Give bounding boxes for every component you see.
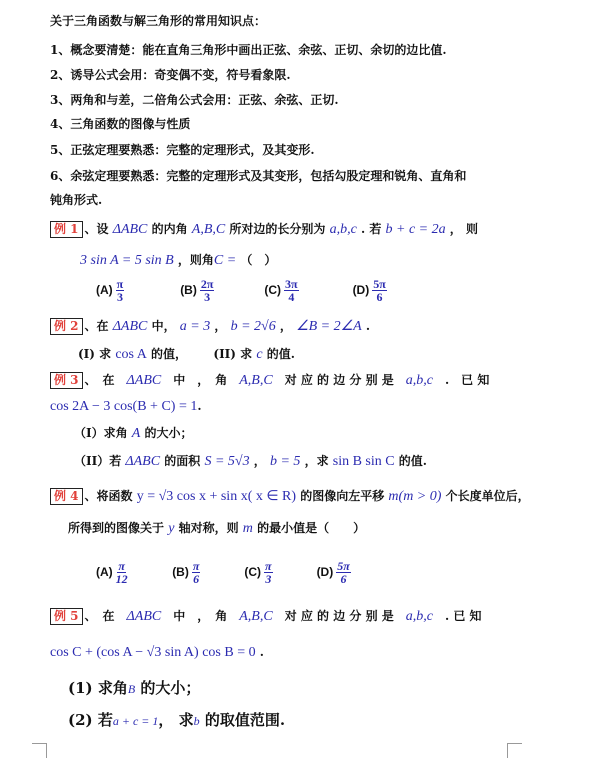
math-c: C =	[213, 253, 237, 268]
math-equation: cos 2A − 3 cos(B + C) = 1	[50, 399, 198, 414]
fraction	[284, 278, 299, 303]
math-b: b = 2√6	[230, 319, 276, 334]
text: 中 ， 角	[161, 609, 240, 623]
math-cosA: cos A	[115, 347, 147, 362]
math-a: a = 3	[179, 319, 211, 334]
math-triangle: ΔABC	[112, 319, 148, 334]
math-angles: A,B,C	[191, 222, 226, 237]
math-angles: A,B,C	[239, 373, 273, 388]
text: 对 应 的 边 分 别 是	[272, 373, 406, 387]
example-3-line-2	[50, 398, 202, 415]
option-key: (C)	[244, 565, 262, 579]
text: ，则角	[173, 253, 214, 267]
example-5-label: 例 5	[50, 608, 83, 625]
fraction	[372, 278, 387, 303]
text: 的最小值是（ ）	[252, 521, 366, 535]
text: (1) 求角	[68, 679, 128, 697]
text: ，	[210, 319, 231, 333]
text: ，	[249, 454, 270, 468]
math-A: A	[131, 426, 141, 441]
math-m: m(m > 0)	[388, 489, 442, 504]
knowledge-point-2: 2、诱导公式会用：奇变偶不变，符号看象限.	[50, 68, 291, 82]
option-a	[96, 278, 176, 303]
example-4-line-2	[68, 520, 365, 537]
math-area: S = 5√3	[204, 454, 250, 469]
option-d	[353, 278, 387, 303]
denominator: 6	[376, 290, 383, 304]
option-key: (A)	[96, 565, 113, 579]
text: 的大小；	[140, 426, 193, 440]
example-5-question-1	[68, 680, 200, 697]
text: 的大小；	[135, 679, 201, 697]
option-key: (D)	[316, 565, 334, 579]
text: (2) 若	[68, 711, 113, 729]
text: ， 求	[158, 711, 194, 729]
math-function: y = √3 cos x + sin x( x ∈ R)	[136, 489, 297, 504]
math-B: B	[127, 682, 136, 696]
math-angles: A,B,C	[239, 609, 273, 624]
example-5-line-2	[50, 644, 264, 661]
math-y: y	[168, 521, 175, 536]
fraction	[264, 560, 273, 585]
option-c	[264, 278, 348, 303]
text: .	[197, 399, 202, 413]
option-key: (C)	[264, 283, 282, 297]
math-sum: a + c = 1	[112, 714, 159, 728]
text: 、将函数	[84, 489, 137, 503]
text: 中，	[147, 319, 180, 333]
option-key: (A)	[96, 283, 113, 297]
option-key: (B)	[172, 565, 189, 579]
math-triangle: ΔABC	[112, 222, 148, 237]
text: （ ）	[236, 253, 277, 267]
text: .	[361, 319, 371, 333]
text: 的内角	[147, 222, 192, 236]
text: ， 则	[445, 222, 478, 236]
text: （II）若	[74, 454, 126, 468]
example-5-question-2	[68, 712, 285, 729]
example-2-label: 例 2	[50, 318, 83, 335]
knowledge-point-4: 4、三角函数的图像与性质	[50, 117, 191, 131]
math-sinBsinC: sin B sin C	[332, 454, 395, 469]
fraction	[336, 560, 351, 585]
text: . 若	[356, 222, 386, 236]
option-d	[317, 560, 351, 585]
math-sides: a,b,c	[405, 609, 433, 624]
example-3-question-2	[74, 453, 427, 470]
example-1-options	[96, 278, 387, 303]
fraction	[192, 560, 201, 585]
denominator: 6	[193, 572, 200, 586]
example-4-options	[96, 560, 351, 585]
denominator: 6	[340, 572, 347, 586]
numerator: π	[116, 277, 124, 291]
text: 个长度单位后，	[441, 489, 530, 503]
fraction	[116, 278, 125, 303]
knowledge-point-6: 6、余弦定理要熟悉：完整的定理形式及其变形，包括勾股定理和锐角、直角和	[50, 169, 467, 183]
option-c	[244, 560, 312, 585]
text: 、设	[84, 222, 109, 236]
text: （I）求角	[74, 426, 132, 440]
denominator: 12	[115, 572, 128, 586]
text: (I) 求	[78, 347, 116, 361]
text: . 已 知	[432, 609, 482, 623]
math-sine-relation: 3 sin A = 5 sin B	[80, 253, 174, 268]
option-b	[180, 278, 260, 303]
numerator: 5π	[337, 559, 350, 573]
numerator: π	[118, 559, 125, 573]
text: 轴对称，则	[174, 521, 243, 535]
example-1-line-2	[80, 252, 276, 269]
example-3-question-1	[74, 425, 193, 442]
example-1-label: 例 1	[50, 221, 83, 238]
math-triangle: ΔABC	[126, 373, 162, 388]
example-4-label: 例 4	[50, 488, 83, 505]
option-a	[96, 560, 168, 585]
denominator: 3	[116, 290, 123, 304]
denominator: 3	[204, 290, 211, 304]
text: 中 ， 角	[161, 373, 240, 387]
text: 的值，	[146, 347, 188, 361]
example-3-label: 例 3	[50, 372, 83, 389]
math-b: b = 5	[269, 454, 301, 469]
numerator: 5π	[373, 277, 386, 291]
math-triangle: ΔABC	[126, 609, 162, 624]
example-5-line-1	[50, 608, 482, 625]
text: 的值.	[262, 347, 295, 361]
option-key: (B)	[180, 283, 197, 297]
math-c: c	[256, 347, 263, 362]
text: .	[255, 645, 264, 659]
knowledge-point-5: 5、正弦定理要熟悉：完整的定理形式，及其变形.	[50, 143, 315, 157]
text: (II) 求	[213, 347, 257, 361]
option-b	[172, 560, 240, 585]
math-sides: a,b,c	[405, 373, 433, 388]
knowledge-point-3: 3、两角和与差，二倍角公式会用：正弦、余弦、正切.	[50, 93, 339, 107]
doc-title: 关于三角函数与解三角形的常用知识点：	[50, 14, 267, 28]
example-2-line-1	[50, 318, 370, 335]
math-angle: ∠B = 2∠A	[296, 319, 362, 334]
numerator: 3π	[285, 277, 298, 291]
example-4-line-1	[50, 488, 530, 505]
knowledge-point-1: 1、概念要清楚：能在直角三角形中画出正弦、余弦、正切、余切的边比值.	[50, 43, 447, 57]
text: 的面积	[160, 454, 205, 468]
page-corner-mark-right	[507, 743, 522, 758]
math-triangle: ΔABC	[125, 454, 161, 469]
math-b: b	[193, 714, 200, 728]
math-m: m	[242, 521, 253, 536]
text: ，	[275, 319, 297, 333]
example-2-questions	[78, 346, 295, 363]
math-equation: cos C + (cos A − √3 sin A) cos B = 0	[50, 645, 256, 660]
text: 所得到的图像关于	[68, 521, 169, 535]
page-corner-mark-left	[32, 743, 47, 758]
text: 所对边的长分别为	[225, 222, 330, 236]
denominator: 3	[265, 572, 272, 586]
text: 对 应 的 边 分 别 是	[272, 609, 406, 623]
example-1-line-1	[50, 221, 478, 238]
text: ，求	[300, 454, 333, 468]
math-condition: b + c = 2a	[385, 222, 446, 237]
text: 、 在	[84, 609, 127, 623]
numerator: 2π	[200, 277, 214, 291]
numerator: π	[192, 559, 200, 573]
fraction	[200, 278, 215, 303]
example-3-line-1	[50, 372, 489, 389]
text: 的取值范围.	[199, 711, 286, 729]
text: 的值.	[394, 454, 427, 468]
text: . 已 知	[432, 373, 490, 387]
text: 、在	[84, 319, 113, 333]
knowledge-point-6-cont: 钝角形式.	[50, 193, 103, 207]
denominator: 4	[288, 290, 295, 304]
text: 的图像向左平移	[296, 489, 389, 503]
fraction	[116, 560, 128, 585]
text: 、 在	[84, 373, 127, 387]
numerator: π	[265, 559, 272, 573]
option-key: (D)	[352, 283, 370, 297]
math-sides: a,b,c	[329, 222, 357, 237]
